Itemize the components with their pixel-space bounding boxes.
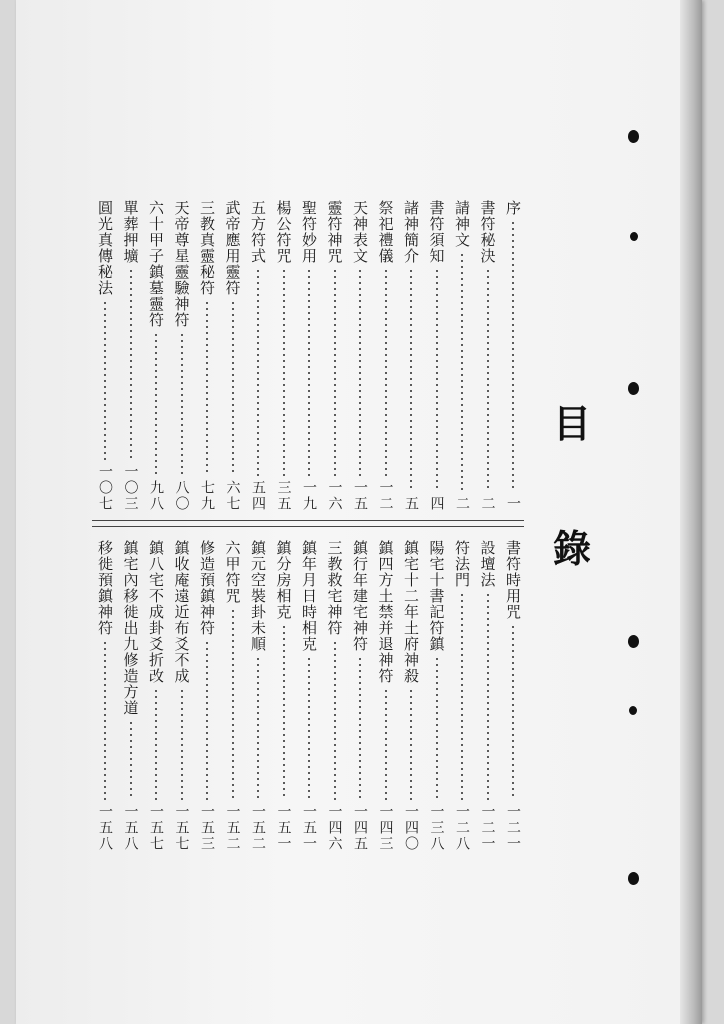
toc-entry-page: 二 (479, 496, 496, 512)
toc-entry-page: 一五一 (301, 804, 317, 852)
dot-leader (410, 688, 412, 800)
toc-entry[interactable] (452, 540, 472, 852)
toc-entry-page: 五四 (250, 480, 266, 512)
toc-entry-title: 移徙預鎮神符 (96, 540, 114, 636)
dot-leader (461, 252, 463, 492)
toc-entry-page: 一四六 (326, 804, 343, 852)
binding-hole (628, 382, 639, 395)
toc-entry-title: 陽宅十書記符鎮 (427, 540, 446, 652)
page-spine (680, 0, 702, 1024)
dot-leader (359, 268, 361, 476)
toc-entry-title: 書符時用咒 (504, 540, 522, 620)
toc-entry[interactable] (350, 540, 370, 852)
toc-entry[interactable] (401, 200, 421, 512)
toc-entry-page: 一五八 (122, 804, 139, 852)
binding-hole (628, 635, 639, 648)
toc-entry-page: 一三八 (428, 804, 445, 852)
toc-entry[interactable] (325, 200, 345, 512)
toc-entry-page: 三五 (275, 480, 292, 512)
toc-entry[interactable] (299, 540, 319, 852)
toc-entry-title: 五方符式 (249, 200, 267, 264)
toc-entry-title: 鎮分房相克 (274, 540, 293, 620)
dot-leader (308, 656, 310, 800)
toc-entry[interactable] (325, 540, 345, 852)
page-title-char-2: 錄 (553, 527, 592, 571)
toc-entry[interactable] (274, 200, 294, 512)
dot-leader (155, 688, 157, 800)
dot-leader (181, 688, 183, 800)
toc-entry-page: 七九 (199, 480, 215, 512)
dot-leader (334, 640, 336, 800)
toc-entry[interactable] (376, 540, 396, 852)
dot-leader (283, 268, 285, 476)
toc-entry-title: 三教真靈秘符 (198, 200, 216, 296)
toc-entry-page: 一二一 (479, 804, 496, 852)
toc-entry[interactable] (197, 200, 217, 512)
toc-entry-title: 符法門 (453, 540, 471, 588)
toc-entry-page: 一五一 (275, 804, 292, 852)
toc-entry-title: 修造預鎮神符 (198, 540, 216, 636)
toc-entry-page: 四 (428, 496, 445, 512)
toc-entry-page: 一五八 (97, 804, 113, 852)
dot-leader (512, 624, 514, 800)
toc-entry-page: 一六 (326, 480, 343, 512)
dot-leader (436, 656, 438, 800)
toc-entry-title: 鎮宅十二年土府神殺 (402, 540, 420, 684)
dot-leader (206, 300, 208, 476)
toc-entry-title: 單葬押壙 (121, 200, 140, 264)
toc-entry-page: 九八 (148, 480, 164, 512)
toc-entry[interactable] (172, 540, 192, 852)
dot-leader (232, 608, 234, 800)
dot-leader (155, 332, 157, 476)
toc-entry[interactable] (427, 200, 447, 512)
toc-entry-title: 序 (504, 200, 522, 216)
toc-entry[interactable] (223, 200, 243, 512)
toc-entry-title: 諸神簡介 (402, 200, 420, 264)
toc-entry[interactable] (197, 540, 217, 852)
binding-hole (628, 130, 639, 143)
toc-entry-title: 天帝尊星靈驗神符 (172, 200, 191, 328)
toc-entry-title: 天神表文 (351, 200, 369, 264)
book-page (16, 0, 702, 1024)
toc-entry-page: 一五二 (250, 804, 266, 852)
toc-entry[interactable] (121, 540, 141, 852)
toc-entry[interactable] (376, 200, 396, 512)
toc-entry-title: 書符秘決 (478, 200, 497, 264)
toc-entry-page: 一二 (377, 480, 394, 512)
toc-entry[interactable] (503, 540, 523, 852)
dot-leader (385, 268, 387, 476)
toc-entry-page: 五 (403, 496, 419, 512)
toc-entry[interactable] (172, 200, 192, 512)
toc-entry[interactable] (146, 540, 166, 852)
dot-leader (487, 268, 489, 492)
toc-entry-title: 楊公符咒 (274, 200, 293, 264)
toc-entry-title: 三教救宅神符 (325, 540, 344, 636)
toc-entry-title: 鎮元空裝卦未順 (249, 540, 267, 652)
dot-leader (206, 640, 208, 800)
toc-entry[interactable] (452, 200, 472, 512)
toc-entry-page: 一五三 (199, 804, 215, 852)
toc-entry-page: 八〇 (173, 480, 190, 512)
toc-entry-page: 一四五 (352, 804, 368, 852)
toc-entry-title: 鎮行年建宅神符 (351, 540, 369, 652)
toc-entry[interactable] (95, 540, 115, 852)
toc-entry-title: 書符須知 (427, 200, 446, 264)
toc-entry[interactable] (503, 200, 523, 512)
toc-entry-title: 鎮八宅不成卦爻折改 (147, 540, 165, 684)
toc-entry-page: 一五七 (148, 804, 164, 852)
toc-entry[interactable] (478, 540, 498, 852)
toc-entry-title: 武帝應用靈符 (223, 200, 242, 296)
toc-entry[interactable] (401, 540, 421, 852)
toc-entry[interactable] (248, 540, 268, 852)
toc-entry-title: 鎮收庵遠近布爻不成 (172, 540, 191, 684)
toc-entry[interactable] (121, 200, 141, 512)
dot-leader (181, 332, 183, 476)
toc-entry-page: 一〇七 (97, 464, 113, 512)
toc-entry[interactable] (95, 200, 115, 512)
toc-entry-page: 一五 (352, 480, 368, 512)
toc-entry-page: 二 (454, 496, 470, 512)
dot-leader (359, 656, 361, 800)
toc-entry[interactable] (223, 540, 243, 852)
toc-entry[interactable] (146, 200, 166, 512)
toc-entry[interactable] (248, 200, 268, 512)
dot-leader (232, 300, 234, 476)
toc-entry[interactable] (274, 540, 294, 852)
section-divider (92, 520, 524, 527)
toc-entry[interactable] (299, 200, 319, 512)
dot-leader (257, 656, 259, 800)
toc-entry-page: 一 (505, 496, 521, 512)
dot-leader (257, 268, 259, 476)
toc-entry-title: 靈符神咒 (325, 200, 344, 264)
dot-leader (308, 268, 310, 476)
toc-entry-title: 六十甲子鎮墓靈符 (147, 200, 165, 328)
binding-hole (629, 706, 637, 715)
dot-leader (130, 268, 132, 460)
toc-entry-page: 一九 (301, 480, 317, 512)
toc-entry[interactable] (478, 200, 498, 512)
dot-leader (283, 624, 285, 800)
binding-hole (628, 872, 639, 885)
toc-entry-title: 請神文 (453, 200, 471, 248)
dot-leader (104, 640, 106, 800)
toc-entry-title: 鎮年月日時相克 (300, 540, 318, 652)
toc-entry-page: 一二一 (505, 804, 521, 852)
toc-entry-page: 一〇三 (122, 464, 139, 512)
toc-entry-page: 一五七 (173, 804, 190, 852)
dot-leader (104, 300, 106, 460)
dot-leader (461, 592, 463, 800)
toc-entry-title: 祭祀禮儀 (376, 200, 395, 264)
dot-leader (436, 268, 438, 492)
toc-entry-title: 鎮宅內移徙出九修造方道 (121, 540, 140, 716)
toc-entry-title: 鎮四方土禁并退神符 (376, 540, 395, 684)
toc-entry-page: 一四三 (377, 804, 394, 852)
binding-hole (630, 232, 638, 241)
toc-entry-page: 一四〇 (403, 804, 419, 852)
dot-leader (410, 268, 412, 492)
dot-leader (334, 268, 336, 476)
toc-entry[interactable] (350, 200, 370, 512)
dot-leader (385, 688, 387, 800)
toc-entry-title: 圓光真傳秘法 (96, 200, 114, 296)
page-title-char-1: 目 (553, 402, 592, 446)
toc-entry-title: 設壇法 (478, 540, 497, 588)
dot-leader (130, 720, 132, 800)
dot-leader (487, 592, 489, 800)
toc-entry-title: 六甲符咒 (223, 540, 242, 604)
toc-entry-page: 一五二 (224, 804, 241, 852)
toc-entry-page: 六七 (224, 480, 241, 512)
toc-entry[interactable] (427, 540, 447, 852)
toc-entry-title: 聖符妙用 (300, 200, 318, 264)
toc-entry-page: 一二八 (454, 804, 470, 852)
dot-leader (512, 220, 514, 492)
